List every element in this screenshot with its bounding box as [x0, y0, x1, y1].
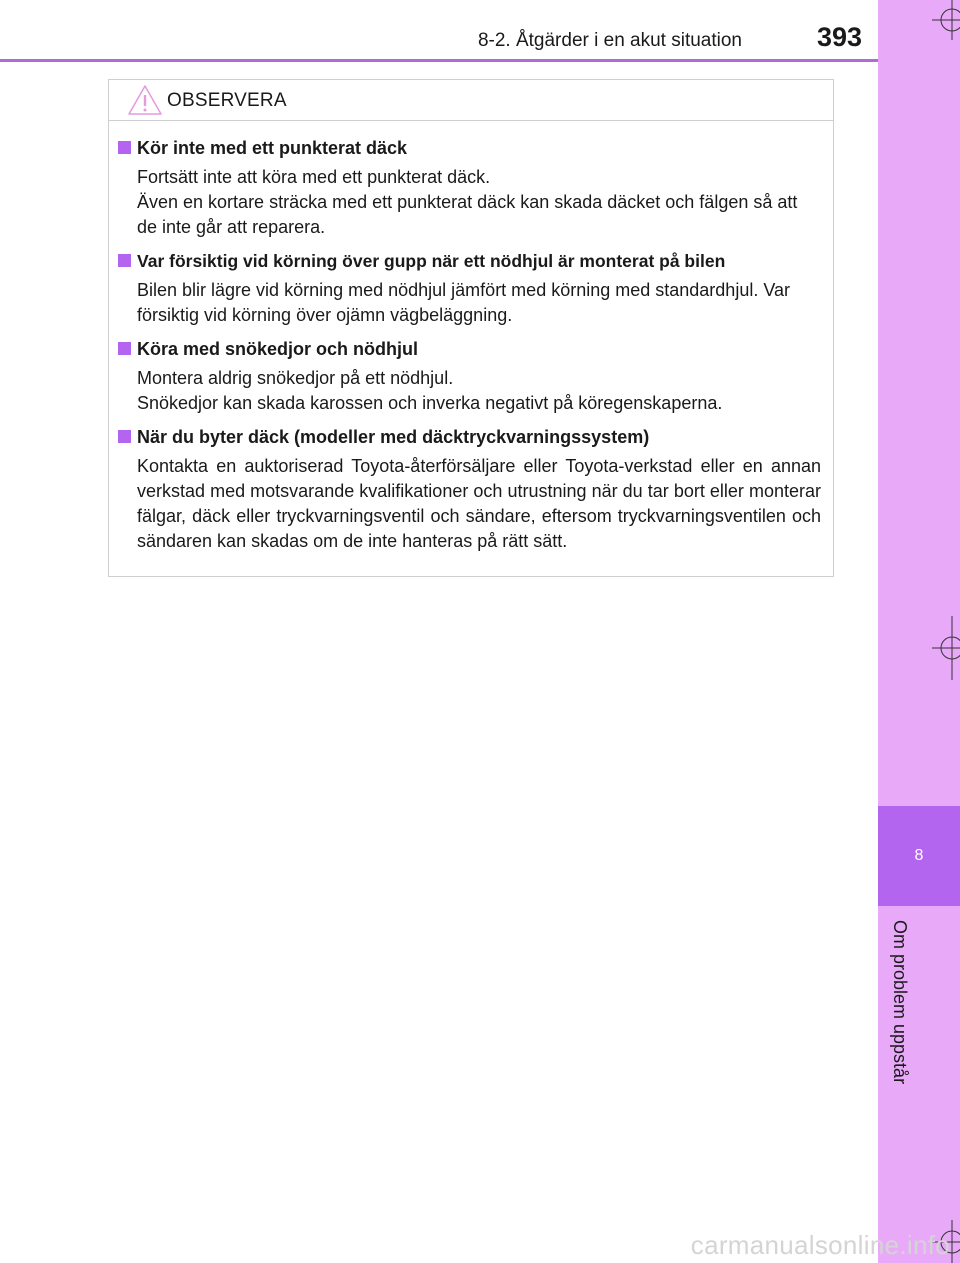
- caution-box: [108, 79, 834, 577]
- chapter-title: Om problem uppstår: [890, 920, 910, 1085]
- chapter-number: 8: [914, 847, 924, 864]
- caution-body: [109, 136, 833, 563]
- caution-item-heading: Var försiktig vid körning över gupp när ett nödhjul är monterat på bilen: [113, 249, 833, 273]
- caution-item-heading: När du byter däck (modeller med däcktryckvarningssystem): [113, 425, 833, 449]
- caution-item-text: [137, 165, 821, 240]
- page-header: [0, 0, 878, 62]
- watermark-url: carmanualsonline.info: [690, 1230, 950, 1260]
- caution-line: Snökedjor kan skada karossen och inverka negativt på köregenskaperna.: [137, 393, 723, 413]
- square-bullet-icon: [118, 430, 131, 443]
- caution-item-heading: Köra med snökedjor och nödhjul: [113, 337, 833, 361]
- caution-line: Bilen blir lägre vid körning med nödhjul jämfört med körning med standardhjul. Var försiktig vid körning över ojämn vägbeläggning.: [137, 280, 791, 325]
- chapter-number-box: [878, 806, 960, 906]
- crop-mark-icon: [928, 616, 960, 680]
- square-bullet-icon: [118, 141, 131, 154]
- caution-item: [109, 337, 833, 416]
- caution-line: Även en kortare sträcka med ett punkterat däck kan skada däcket och fälgen så att de inte går att reparera.: [137, 192, 798, 237]
- caution-line: Fortsätt inte att köra med ett punkterat däck.: [137, 167, 491, 187]
- page-number: 393: [816, 22, 862, 52]
- caution-title: OBSERVERA: [167, 90, 287, 111]
- caution-header: [109, 80, 833, 121]
- caution-item-text: [137, 454, 821, 554]
- caution-item: [109, 249, 833, 328]
- header-rule: [0, 59, 878, 62]
- caution-item-text: [137, 366, 821, 416]
- square-bullet-icon: [118, 254, 131, 267]
- section-title: 8-2. Åtgärder i en akut situation: [477, 30, 742, 51]
- caution-line: Montera aldrig snökedjor på ett nödhjul.: [137, 368, 454, 388]
- caution-item: [109, 425, 833, 554]
- warning-triangle-icon: [127, 84, 163, 116]
- caution-line: Kontakta en auktoriserad Toyota-återförsäljare eller Toyota-verkstad eller en annan verkstad med motsvarande kvalifikationer och utrustning när du tar bort eller monterar fälgar, däck eller tryckvarningsventil och sändare, eftersom tryckvarningsventilen och sändaren kan skadas om de inte hanteras på rätt sätt.: [137, 456, 821, 551]
- caution-item-heading: Kör inte med ett punkterat däck: [113, 136, 833, 160]
- crop-mark-icon: [928, 0, 960, 40]
- square-bullet-icon: [118, 342, 131, 355]
- caution-item-text: [137, 278, 821, 328]
- caution-item: [109, 136, 833, 240]
